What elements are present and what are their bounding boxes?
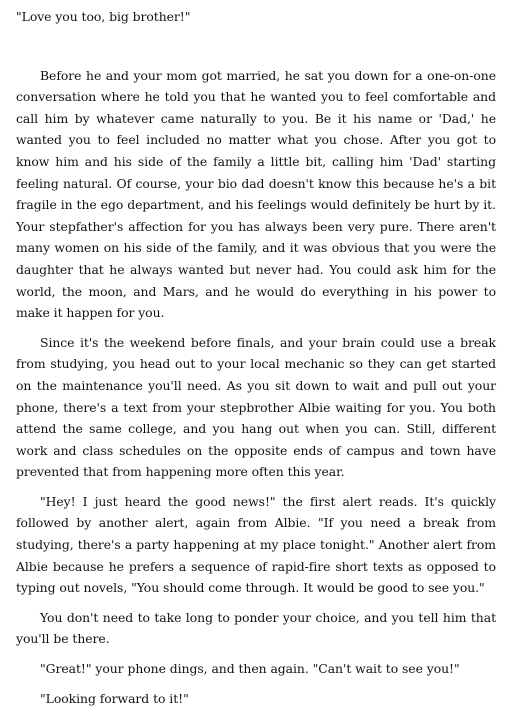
paragraph-3: Since it's the weekend before finals, and your brain could use a break from studying, you head out to your local mechanic so they can get started on the maintenance you'll need. As you sit down to wait and pull out your phone, there's a text from your stepbrother Albie waiting for you. You both attend the same college, and you hang out when you can. Still, different work and class schedules on the opposite ends of campus and town have prevented that from happening more often this year.: [16, 334, 496, 480]
paragraph-7: "Looking forward to it!": [40, 690, 189, 706]
paragraph-1: "Love you too, big brother!": [16, 9, 191, 24]
paragraph-5: You don't need to take long to ponder your choice, and you tell him that you'll be there.: [16, 609, 496, 647]
paragraph-2: Before he and your mom got married, he sat you down for a one-on-one conversation where he told you that he wanted you to feel comfortable and call him by whatever came naturally to you. Be it his name or 'Dad,' he wanted you to feel included no matter what you chose. After you got to know him and his side of the family a little bit, calling him 'Dad' starting feeling natural. Of course, your bio dad doesn't know this because he's a bit fragile in the ego department, and his feelings would definitely be hurt by it. Your stepfather's affection for you has always been very pure. There aren't many women on his side of the family, and it was obvious that you were the daughter that he always wanted but never had. You could ask him for the world, the moon, and Mars, and he would do everything in his power to make it happen for you.: [16, 67, 496, 321]
paragraph-6: "Great!" your phone dings, and then again. "Can't wait to see you!": [40, 661, 460, 677]
paragraph-4: "Hey! I just heard the good news!" the first alert reads. It's quickly followed by another alert, again from Albie. "If you need a break from studying, there's a party happening at my place tonight." Another alert from Albie because he prefers a sequence of rapid-fire short texts as opposed to typing out novels, "You should come through. It would be good to see you.": [16, 493, 496, 596]
